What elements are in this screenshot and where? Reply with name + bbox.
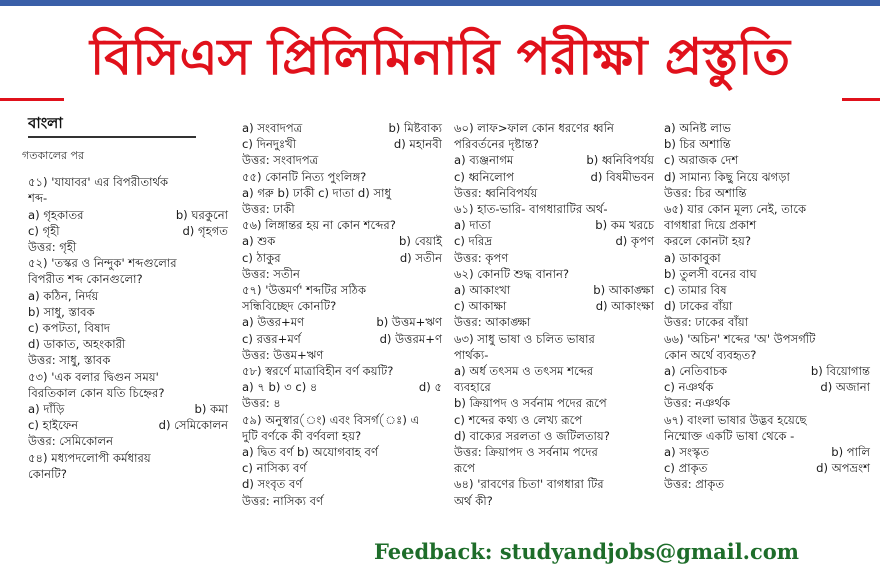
text-line: a) ডাকাবুকা [664,250,721,265]
option-right: b) আকাঙ্ক্ষা [593,283,654,298]
text-line: করলে কোনটা হয়? [664,234,752,249]
option-left: c) আকাক্ষা [454,299,507,314]
text-line: বিপরীত শব্দ কোনগুলো? [28,272,143,287]
top-accent-bar [0,0,880,6]
feedback-email: Feedback: studyandjobs@gmail.com [374,539,799,564]
option-left: c) হাইফেন [28,418,79,433]
option-left: a) শুক [242,234,276,249]
option-row [454,152,654,168]
text-line: উত্তর: সেমিকোলন [28,434,114,449]
text-line: a) দ্বিত বর্ণ b) অযোগবাহ বর্ণ [242,445,379,460]
title-underline-right [842,98,880,101]
text-line: ৫৩) 'এক বলার দ্বিগুন সময়' [28,369,159,384]
option-right: d) গৃহগত [182,223,228,238]
text-line: বাগধারা দিয়ে প্রকাশ [664,218,757,233]
option-left: a) উত্তর+মণ [242,315,305,330]
option-row [454,217,654,233]
option-left: c) ধ্বনিলোপ [454,169,515,184]
text-line: ৬৩) সাধু ভাষা ও চলিত ভাষার [454,331,595,346]
continued-note: গতকালের পর [22,149,85,162]
option-row [242,233,442,249]
text-line: ৬১) হাত-ভারি- বাগধারাটির অর্থ- [454,202,608,217]
page-title: বিসিএস প্রিলিমিনারি পরীক্ষা প্রস্তুতি [89,28,790,86]
option-left: a) সংস্কৃত [664,445,710,460]
text-line: ৫৫) কোনটি নিত্য পুংলিঙ্গ? [242,169,367,184]
text-line: ৬৬) 'অচিন' শব্দের 'অ' উপসর্গটি [664,331,816,346]
text-line: ৬০) লাফ>ফাল কোন ধরণের ধ্বনি [454,121,614,135]
option-left: a) গৃহকাতর [28,207,84,222]
section-title: বাংলা [28,114,63,132]
question-list [664,120,870,493]
text-line: ৫৯) অনুস্বার(ং) এবং বিসর্গ(ঃ) এ [242,412,420,427]
text-line: ৫৬) লিঙ্গান্তর হয় না কোন শব্দের? [242,218,396,233]
option-left: a) নেতিবাচক [664,364,728,379]
text-line: c) অরাজক দেশ [664,153,739,168]
text-line: c) নাসিক্য বর্ণ [242,461,307,476]
option-right: b) উত্তম+ঋণ [376,315,442,330]
text-line: ৫৭) 'উত্তমর্ণ' শব্দটির সঠিক [242,283,367,298]
text-line: উত্তর: ঢাকী [242,202,295,217]
option-row [454,233,654,249]
text-line: পার্থক্য- [454,347,489,362]
option-right: b) মিষ্টবাক্য [388,121,442,135]
text-line: b) তুলসী বনের বাঘ [664,266,757,281]
text-line: পরিবর্তনের দৃষ্টান্ত? [454,137,539,152]
text-line: উত্তর: চির অশান্তি [664,185,747,200]
option-row [28,207,228,223]
text-line: a) অনিষ্ট লাভ [664,121,731,135]
option-right: b) বিয়োগান্ত [810,364,870,379]
option-row [454,282,654,298]
text-line: উত্তর: সাধু, স্তাবক [28,353,111,368]
option-right: b) কম খরচে [595,218,654,233]
text-line: ৫২) 'তস্কর ও নিন্দুক' শব্দগুলোর [28,256,177,271]
text-line: উত্তর: আকাঙ্ক্ষা [454,315,531,330]
text-line: উত্তর: সতীন [242,266,300,281]
text-line: a) অর্ধ তৎসম ও তৎসম শব্দের [454,364,594,379]
option-right: d) অপভ্রংশ [816,461,870,476]
text-line: ৬২) কোনটি শুদ্ধ বানান? [454,266,570,281]
column-4 [664,120,870,493]
text-line: শব্দ- [28,191,48,206]
option-left: a) দাতা [454,218,491,233]
text-line: উত্তর: কৃপণ [454,250,509,265]
text-line: নিম্মোক্ত একটি ভাষা থেকে - [664,428,795,443]
text-line: উত্তর: ঢাকের বাঁয়া [664,315,749,330]
text-line: ৬৪) 'রাবণের চিতা' বাগধারা টির [454,477,604,492]
text-line: ৬৭) বাংলা ভাষার উদ্ভব হয়েছে [664,412,807,427]
option-right: d) সতীন [399,250,442,265]
option-right: b) ধ্বনিবিপর্যয় [586,153,654,168]
column-2 [242,120,442,509]
option-right: d) মহানবী [393,137,442,152]
option-left: c) রত্তর+মর্ণ [242,331,301,346]
text-line: দুটি বর্ণকে কী বর্ণবলা হয়? [242,428,362,443]
text-line: উত্তর: ৪ [242,396,281,411]
text-line: উত্তর: ধ্বনিবিপর্যয় [454,185,538,200]
option-row [664,379,870,395]
text-line: উত্তর: ক্রিয়াপদ ও সর্বনাম পদের [454,445,598,460]
question-list [28,174,228,482]
option-left: c) দিনদুঃখী [242,137,297,152]
option-left: a) ৭ b) ৩ c) ৪ [242,380,318,395]
text-line: উত্তর: প্রাকৃত [664,477,725,492]
option-row [664,444,870,460]
option-right: d) বিষমীভবন [590,169,654,184]
text-line: b) ক্রিয়াপদ ও সর্বনাম পদের রূপে [454,396,607,411]
text-line: উত্তর: উত্তম+ঋণ [242,347,324,362]
text-line: d) বাক্যের সরলতা ও জটিলতায়? [454,428,610,443]
option-row [454,298,654,314]
option-right: b) ঘরকুনো [175,207,228,222]
option-left: a) দাঁড়ি [28,402,65,417]
text-line: উত্তর: গৃহী [28,240,77,255]
title-underline-left [0,98,64,101]
text-line: c) শব্দের কথ্য ও লেখ্য রূপে [454,412,583,427]
option-row [28,417,228,433]
question-list [242,120,442,509]
text-line: রূপে [454,461,475,476]
option-row [242,250,442,266]
question-list [454,120,654,509]
text-line: c) কপটতা, বিষাদ [28,321,110,336]
option-right: d) ৫ [418,380,442,395]
option-right: d) কৃপণ [615,234,654,249]
text-line: c) তামার বিষ [664,283,727,298]
option-left: c) গৃহী [28,223,60,238]
text-line: ৫৮) স্বরর্ণে মাত্রাবিহীন বর্ণ কয়টি? [242,364,394,379]
text-line: উত্তর: নঞর্থক [664,396,731,411]
option-row [242,331,442,347]
text-line: d) ডাকাত, অহংকারী [28,337,126,352]
option-row [242,120,442,136]
option-left: c) প্রাকৃত [664,461,708,476]
text-line: অর্থ কী? [454,493,493,508]
option-row [664,460,870,476]
column-3 [454,120,654,509]
text-line: ৬৫) যার কোন মূল্য নেই, তাকে [664,202,807,217]
option-right: d) উত্তরম+ণ [379,331,442,346]
text-line: d) সামান্য কিছু নিয়ে ঝগড়া [664,169,790,184]
column-1 [22,112,228,482]
option-row [242,314,442,330]
text-line: সন্ধিবিচ্ছেদ কোনটি? [242,299,337,314]
section-divider [28,136,196,138]
option-right: b) বেয়াই [399,234,442,249]
text-line: d) ঢাকের বাঁয়া [664,299,733,314]
text-line: বিরতিকাল কোন যতি চিহ্নের? [28,385,165,400]
option-row [242,379,442,395]
option-row [664,363,870,379]
option-right: b) কমা [194,402,228,417]
text-line: d) সংবৃত বর্ণ [242,477,303,492]
text-line: উত্তর: সংবাদপত্র [242,153,319,168]
text-line: b) চির অশান্তি [664,137,731,152]
option-right: d) আকাংক্ষা [595,299,654,314]
option-row [454,169,654,185]
option-right: d) অজানা [820,380,870,395]
text-line: কোন অর্থে ব্যবহৃত? [664,347,757,362]
option-left: c) দরিদ্র [454,234,493,249]
option-row [28,223,228,239]
text-line: ৫৪) মধ্যপদলোপী কর্মধারয় [28,450,151,465]
option-left: a) সংবাদপত্র [242,121,303,135]
text-line: b) সাধু, স্তাবক [28,304,95,319]
text-line: ৫১) 'যাযাবর' এর বিপরীতার্থক [28,175,169,190]
text-line: a) কঠিন, নির্দয় [28,288,99,303]
option-left: a) ব্যঞ্জনাগম [454,153,514,168]
option-row [28,401,228,417]
text-line: উত্তর: নাসিক্য বর্ণ [242,493,324,508]
option-left: a) আকাংখা [454,283,511,298]
option-row [242,136,442,152]
text-line: ব্যবহারে [454,380,491,395]
option-left: c) নঞর্থক [664,380,714,395]
option-left: c) ঠাকুর [242,250,281,265]
option-right: b) পালি [831,445,870,460]
text-line: a) গরু b) ঢাকী c) দাতা d) সাধু [242,185,391,200]
text-line: কোনটি? [28,466,67,481]
option-right: d) সেমিকোলন [158,418,228,433]
